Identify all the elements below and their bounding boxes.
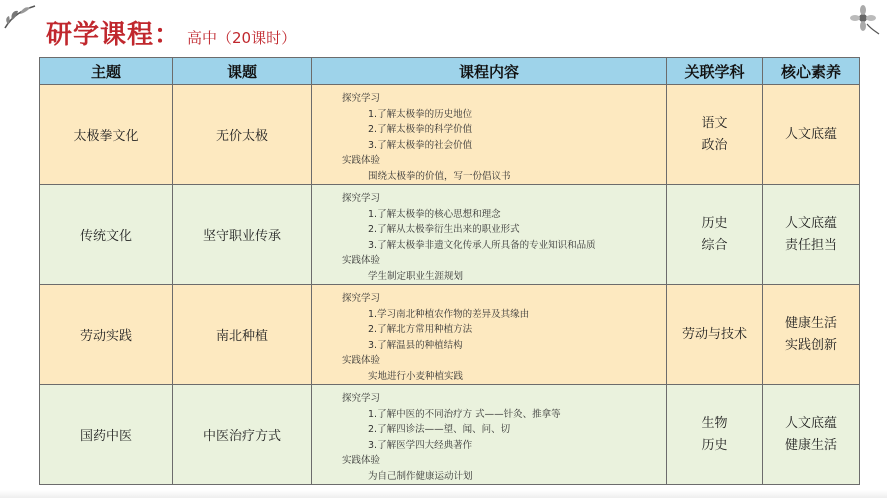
explore-item: 2.了解从太极拳衍生出来的职业形式 [368, 224, 520, 235]
column-header-theme: 主题 [40, 58, 173, 85]
literacy-item: 人文底蕴 [784, 126, 837, 142]
explore-item: 3.了解太极拳非遗文化传承人所具备的专业知识和品质 [368, 239, 596, 251]
content-cell [312, 285, 667, 385]
table-header-row [40, 58, 860, 85]
theme-cell: 太极拳文化 [40, 85, 173, 185]
literacy-cell [763, 185, 860, 285]
literacy-item: 责任担当 [784, 237, 837, 253]
practice-text: 实地进行小麦种植实践 [368, 370, 464, 382]
explore-item: 1.了解太极拳的核心思想和理念 [368, 208, 501, 220]
subject-item: 语文 [701, 115, 728, 131]
literacy-item: 健康生活 [784, 315, 837, 331]
topic-cell: 无价太极 [173, 85, 312, 185]
practice-text: 为自己制作健康运动计划 [368, 470, 473, 482]
ink-flower-icon [845, 2, 881, 36]
explore-item: 3.了解医学四大经典著作 [368, 439, 473, 451]
subjects-cell [667, 185, 763, 285]
explore-item: 2.了解北方常用种植方法 [368, 324, 473, 335]
content-cell [312, 385, 667, 485]
explore-item: 2.了解四诊法——望、闻、问、切 [368, 424, 511, 435]
page-title: 研学课程： [46, 20, 182, 50]
practice-label: 实践体验 [342, 155, 381, 166]
column-header-subjects: 关联学科 [667, 58, 763, 85]
literacy-item: 实践创新 [784, 337, 837, 353]
explore-item: 2.了解太极拳的科学价值 [368, 124, 473, 135]
subject-item: 历史 [701, 437, 728, 453]
explore-item: 1.了解中医的不同治疗方 式——针灸、推拿等 [368, 408, 561, 420]
subjects-cell [667, 385, 763, 485]
literacy-cell [763, 285, 860, 385]
literacy-cell [763, 85, 860, 185]
subject-item: 劳动与技术 [681, 326, 747, 342]
explore-label: 探究学习 [342, 193, 381, 204]
table-row [40, 85, 860, 185]
subject-item: 生物 [701, 415, 728, 431]
literacy-item: 人文底蕴 [784, 215, 837, 231]
column-header-topic: 课题 [173, 58, 312, 85]
theme-cell: 国药中医 [40, 385, 173, 485]
explore-item: 1.了解太极拳的历史地位 [368, 108, 473, 120]
table-row [40, 185, 860, 285]
topic-cell: 中医治疗方式 [173, 385, 312, 485]
literacy-item: 人文底蕴 [784, 415, 837, 431]
content-cell [312, 85, 667, 185]
practice-label: 实践体验 [342, 355, 381, 366]
page-subtitle: 高中（20课时） [187, 29, 297, 47]
table-row [40, 285, 860, 385]
explore-item: 3.了解太极拳的社会价值 [368, 139, 473, 151]
bottom-divider [0, 490, 887, 498]
literacy-cell [763, 385, 860, 485]
explore-item: 3.了解温县的种植结构 [368, 339, 463, 351]
explore-label: 探究学习 [342, 293, 381, 304]
subjects-cell [667, 85, 763, 185]
course-table [39, 57, 860, 485]
explore-label: 探究学习 [342, 93, 381, 104]
practice-label: 实践体验 [342, 255, 381, 266]
page-title-row [46, 14, 296, 54]
subject-item: 历史 [701, 215, 728, 231]
practice-label: 实践体验 [342, 455, 381, 466]
column-header-literacy: 核心素养 [763, 58, 860, 85]
column-header-content: 课程内容 [312, 58, 667, 85]
practice-text: 围绕太极拳的价值，写一份倡议书 [368, 170, 511, 182]
explore-item: 1.学习南北种植农作物的差异及其缘由 [368, 308, 530, 320]
theme-cell: 传统文化 [40, 185, 173, 285]
theme-cell: 劳动实践 [40, 285, 173, 385]
subject-item: 政治 [701, 137, 728, 153]
ink-leaf-icon [2, 2, 38, 32]
subjects-cell [667, 285, 763, 385]
subject-item: 综合 [701, 237, 728, 253]
literacy-item: 健康生活 [784, 437, 837, 453]
content-cell [312, 185, 667, 285]
explore-label: 探究学习 [342, 393, 381, 404]
topic-cell: 坚守职业传承 [173, 185, 312, 285]
topic-cell: 南北种植 [173, 285, 312, 385]
practice-text: 学生制定职业生涯规划 [368, 270, 464, 282]
table-row [40, 385, 860, 485]
